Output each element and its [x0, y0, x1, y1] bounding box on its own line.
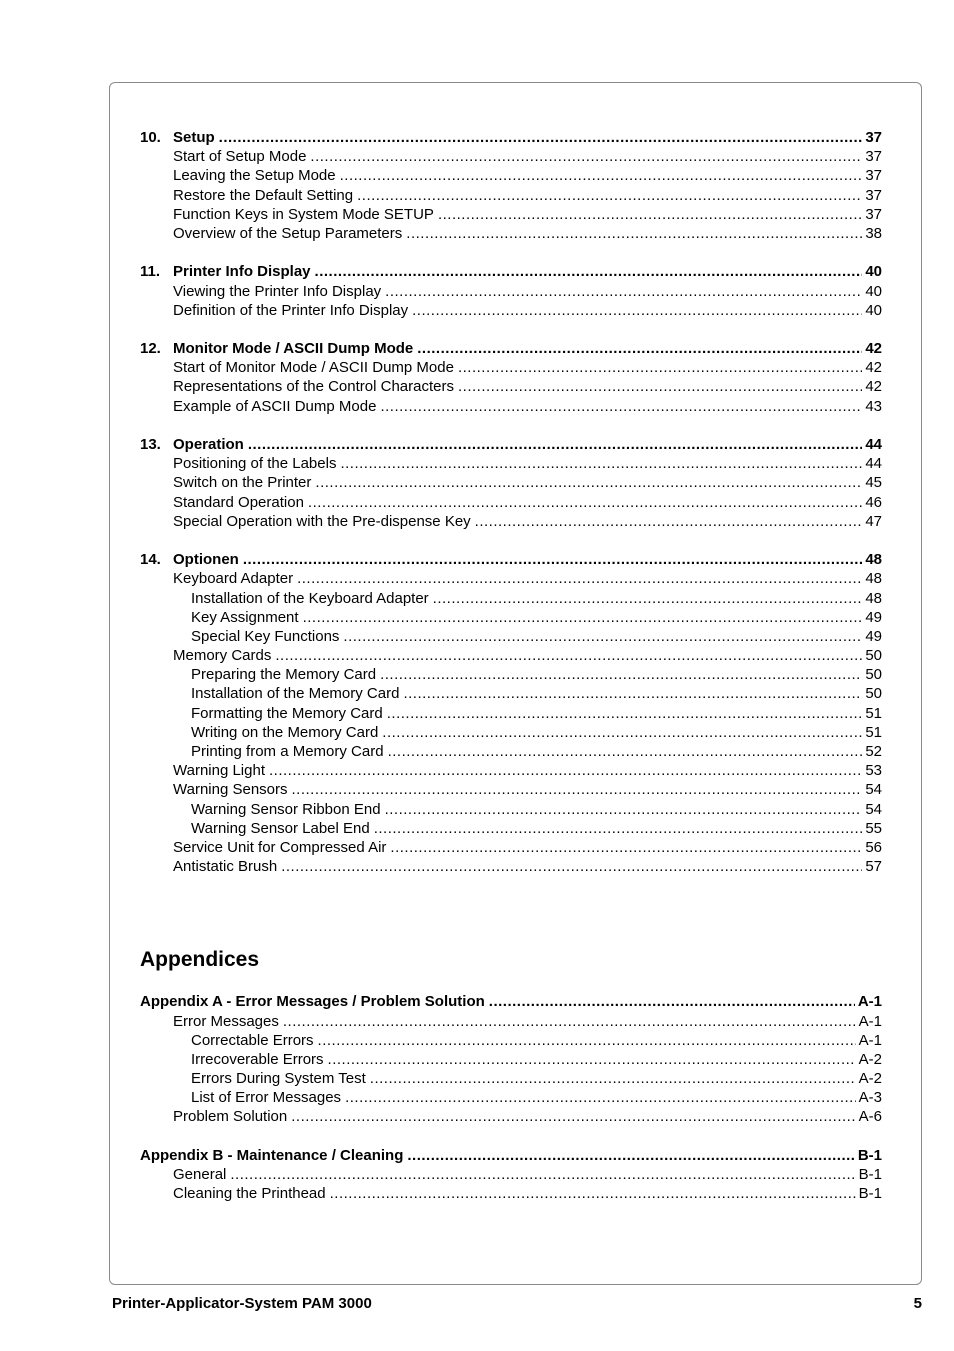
toc-dot-leader	[217, 128, 863, 147]
toc-entry-label: Operation	[173, 436, 244, 453]
toc-dot-leader	[404, 224, 862, 243]
toc-entry-title	[173, 473, 313, 492]
toc-entry-page: A-1	[857, 993, 882, 1011]
toc-entry-label: Printer Info Display	[173, 263, 311, 281]
toc-entry-page: A-2	[858, 1070, 882, 1088]
toc-entry-title	[191, 800, 383, 819]
toc-entry-title	[173, 646, 273, 665]
toc-entry-page: A-3	[858, 1089, 882, 1107]
toc-entry-page: 50	[865, 666, 882, 684]
toc-entry-title	[173, 224, 404, 243]
toc-entry-title	[191, 1088, 343, 1107]
toc-entry-title	[191, 684, 401, 703]
toc-dot-leader	[338, 166, 863, 185]
toc-appendix-entry[interactable]	[140, 1146, 882, 1165]
toc-entry-title	[173, 761, 267, 780]
toc-entry-page: 48	[865, 589, 882, 607]
toc-dot-leader	[405, 1146, 854, 1165]
toc-entry-label: Service Unit for Compressed Air	[173, 838, 387, 856]
toc-entry-page: 53	[865, 762, 882, 780]
toc-dot-leader	[228, 1165, 855, 1184]
toc-entry-page: 48	[865, 570, 882, 588]
toc-dot-leader	[456, 358, 862, 377]
toc-entry-label: Installation of the Keyboard Adapter	[191, 589, 429, 607]
toc-entry-title	[140, 435, 246, 454]
toc-entry-title	[173, 1012, 281, 1031]
toc-entry-title	[191, 608, 301, 627]
toc-section	[140, 262, 882, 320]
toc-dot-leader	[338, 454, 862, 473]
toc-dot-leader	[415, 339, 862, 358]
toc-entry-title	[173, 282, 383, 301]
toc-entry-page: 40	[865, 301, 882, 319]
toc-entry-title	[173, 838, 388, 857]
toc-chapter-number: 14.	[140, 551, 161, 569]
toc-subentry[interactable]	[140, 780, 882, 799]
toc-subentry[interactable]	[140, 1184, 882, 1203]
toc-entry-page: 56	[865, 838, 882, 856]
toc-entry-title	[173, 358, 456, 377]
toc-dot-leader	[290, 780, 863, 799]
toc-dot-leader	[241, 550, 862, 569]
footer-title: Printer-Applicator-System PAM 3000	[112, 1295, 372, 1312]
appendices-heading: Appendices	[140, 948, 260, 972]
toc-subentry[interactable]	[140, 147, 882, 166]
toc-entry-label: Correctable Errors	[191, 1031, 314, 1049]
toc-entry-label: Standard Operation	[173, 493, 304, 511]
toc-entry-label: Leaving the Setup Mode	[173, 167, 336, 185]
toc-entry-label: Appendix B - Maintenance / Cleaning	[140, 1146, 404, 1164]
toc-subentry[interactable]	[140, 397, 882, 416]
toc-subentry[interactable]	[140, 205, 882, 224]
toc-entry-title	[173, 186, 355, 205]
toc-entry-label: Writing on the Memory Card	[191, 723, 379, 741]
toc-entry-title	[173, 205, 436, 224]
toc-entry-page: 54	[865, 781, 882, 799]
toc-subentry[interactable]	[140, 1107, 882, 1126]
toc-dot-leader	[378, 665, 862, 684]
toc-subentry[interactable]	[140, 1050, 882, 1069]
toc-dot-leader	[308, 147, 862, 166]
toc-subentry[interactable]	[140, 1165, 882, 1184]
toc-entry-label: Overview of the Setup Parameters	[173, 224, 403, 242]
toc-entry-title	[173, 857, 279, 876]
toc-subentry[interactable]	[140, 704, 882, 723]
toc-entry-title	[191, 665, 378, 684]
toc-subentry[interactable]	[140, 282, 882, 301]
toc-section	[140, 339, 882, 416]
toc-appendix-section	[140, 992, 882, 1126]
toc-entry-page: 48	[865, 551, 882, 569]
toc-subentry[interactable]	[140, 301, 882, 320]
toc-dot-leader	[313, 473, 862, 492]
toc-entry-page: 37	[865, 205, 882, 223]
toc-entry-title	[173, 493, 306, 512]
toc-dot-leader	[289, 1107, 855, 1126]
toc-entry-title	[173, 147, 308, 166]
toc-dot-leader	[431, 589, 863, 608]
toc-subentry[interactable]	[140, 512, 882, 531]
toc-entry-page: 40	[865, 263, 882, 281]
toc-entry-title	[191, 742, 386, 761]
toc-entry-label: Printing from a Memory Card	[191, 743, 384, 760]
toc-dot-leader	[273, 646, 862, 665]
toc-subentry[interactable]	[140, 1088, 882, 1107]
toc-entry-page: A-2	[858, 1050, 882, 1068]
toc-dot-leader	[368, 1069, 856, 1088]
toc-chapter-number: 13.	[140, 436, 161, 453]
toc-entry-title	[173, 569, 295, 588]
toc-chapter-number: 10.	[140, 129, 161, 146]
toc-subentry[interactable]	[140, 166, 882, 185]
toc-dot-leader	[295, 569, 862, 588]
toc-entry-page: 55	[865, 819, 882, 837]
toc-dot-leader	[473, 512, 863, 531]
toc-entry-title	[140, 128, 217, 147]
toc-entry-page: 46	[865, 493, 882, 511]
toc-entry-label: Function Keys in System Mode SETUP	[173, 205, 434, 223]
toc-subentry[interactable]	[140, 608, 882, 627]
toc-entry-page: 57	[865, 858, 882, 876]
toc-entry-page: 37	[865, 167, 882, 185]
toc-subentry[interactable]	[140, 742, 882, 761]
toc-entry-label: Irrecoverable Errors	[191, 1050, 324, 1068]
toc-subentry[interactable]	[140, 493, 882, 512]
toc-subentry[interactable]	[140, 589, 882, 608]
toc-dot-leader	[487, 992, 855, 1011]
toc-appendix-section	[140, 1146, 882, 1204]
toc-entry-label: Example of ASCII Dump Mode	[173, 397, 377, 415]
toc-subentry[interactable]	[140, 819, 882, 838]
toc-entry-label: Special Key Functions	[191, 627, 340, 645]
toc-chapter-entry[interactable]	[140, 262, 882, 281]
toc-dot-leader	[386, 742, 863, 761]
toc-dot-leader	[341, 627, 862, 646]
toc-entry-page: 50	[865, 647, 882, 665]
toc-entry-page: 49	[865, 608, 882, 626]
toc-subentry[interactable]	[140, 186, 882, 205]
toc-subentry[interactable]	[140, 1012, 882, 1031]
toc-dot-leader	[313, 262, 863, 281]
toc-dot-leader	[326, 1050, 856, 1069]
toc-entry-page: 40	[865, 282, 882, 300]
toc-chapter-entry[interactable]	[140, 435, 882, 454]
toc-dot-leader	[246, 435, 862, 454]
toc-entry-label: Warning Sensors	[173, 781, 288, 799]
toc-dot-leader	[388, 838, 862, 857]
toc-entry-page: 51	[865, 704, 882, 722]
toc-subentry[interactable]	[140, 454, 882, 473]
toc-entry-title	[173, 301, 410, 320]
toc-dot-leader	[385, 704, 863, 723]
page-footer	[112, 1295, 922, 1312]
toc-dot-leader	[355, 186, 862, 205]
toc-entry-title	[191, 723, 380, 742]
toc-subentry[interactable]	[140, 569, 882, 588]
toc-entry-title	[173, 1165, 228, 1184]
toc-entry-label: Error Messages	[173, 1012, 279, 1030]
toc-dot-leader	[410, 301, 862, 320]
toc-entry-title	[173, 1107, 289, 1126]
toc-dot-leader	[436, 205, 862, 224]
toc-entry-page: 37	[865, 129, 882, 146]
toc-subentry[interactable]	[140, 377, 882, 396]
toc-entry-title	[173, 377, 456, 396]
toc-dot-leader	[383, 800, 863, 819]
toc-chapter-entry[interactable]	[140, 550, 882, 569]
toc-entry-label: Start of Monitor Mode / ASCII Dump Mode	[173, 359, 454, 377]
toc-entry-title	[173, 1184, 328, 1203]
toc-entry-title	[173, 512, 473, 531]
toc-entry-page: 42	[865, 378, 882, 396]
toc-entry-title	[173, 166, 338, 185]
toc-dot-leader	[279, 857, 862, 876]
toc-subentry[interactable]	[140, 224, 882, 243]
toc-dot-leader	[306, 493, 862, 512]
toc-entry-title	[140, 1146, 405, 1165]
toc-subentry[interactable]	[140, 1031, 882, 1050]
toc-entry-page: 50	[865, 685, 882, 703]
toc-entry-label: Warning Light	[173, 762, 265, 780]
toc-subentry[interactable]	[140, 665, 882, 684]
toc-appendix-entry[interactable]	[140, 992, 882, 1011]
toc-entry-label: Warning Sensor Label End	[191, 819, 370, 837]
toc-entry-label: Formatting the Memory Card	[191, 704, 383, 722]
toc-chapters	[140, 128, 882, 876]
toc-subentry[interactable]	[140, 800, 882, 819]
toc-entry-page: A-6	[858, 1108, 882, 1126]
toc-entry-title	[140, 992, 487, 1011]
toc-dot-leader	[267, 761, 862, 780]
toc-entry-title	[140, 339, 415, 358]
toc-entry-title	[191, 589, 431, 608]
toc-entry-page: 38	[865, 224, 882, 242]
toc-entry-page: 49	[865, 627, 882, 645]
toc-entry-page: 43	[865, 397, 882, 415]
toc-entry-label: Viewing the Printer Info Display	[173, 282, 382, 300]
toc-entry-label: Representations of the Control Characters	[173, 378, 454, 396]
toc-subentry[interactable]	[140, 627, 882, 646]
toc-entry-page: 47	[865, 512, 882, 530]
toc-chapter-number: 11.	[140, 263, 161, 281]
toc-entry-label: List of Error Messages	[191, 1089, 342, 1107]
toc-entry-label: Start of Setup Mode	[173, 148, 307, 166]
toc-chapter-entry[interactable]	[140, 339, 882, 358]
toc-dot-leader	[383, 282, 862, 301]
toc-entry-label: Antistatic Brush	[173, 858, 278, 876]
toc-entry-title	[173, 780, 290, 799]
toc-dot-leader	[378, 397, 862, 416]
toc-subentry[interactable]	[140, 761, 882, 780]
toc-entry-label: Appendix A - Error Messages / Problem Solution	[140, 993, 485, 1011]
toc-entry-page: B-1	[858, 1185, 882, 1203]
toc-subentry[interactable]	[140, 1069, 882, 1088]
toc-section	[140, 435, 882, 531]
toc-entry-title	[191, 1050, 326, 1069]
toc-dot-leader	[372, 819, 863, 838]
toc-subentry[interactable]	[140, 473, 882, 492]
toc-entry-label: Optionen	[173, 551, 239, 569]
toc-entry-label: Installation of the Memory Card	[191, 685, 400, 703]
toc-entry-page: B-1	[857, 1146, 882, 1164]
toc-entry-page: 54	[865, 800, 882, 818]
toc-entry-page: 37	[865, 186, 882, 204]
toc-subentry[interactable]	[140, 838, 882, 857]
toc-subentry[interactable]	[140, 646, 882, 665]
toc-dot-leader	[343, 1088, 856, 1107]
toc-entry-page: B-1	[858, 1166, 882, 1183]
toc-section	[140, 128, 882, 243]
toc-entry-page: 37	[865, 148, 882, 166]
toc-entry-label: Warning Sensor Ribbon End	[191, 800, 381, 818]
toc-section	[140, 550, 882, 876]
toc-dot-leader	[281, 1012, 856, 1031]
toc-dot-leader	[401, 684, 862, 703]
toc-appendices	[140, 992, 882, 1203]
toc-entry-page: 51	[865, 723, 882, 741]
toc-entry-title	[191, 704, 385, 723]
toc-entry-label: Errors During System Test	[191, 1070, 366, 1088]
toc-entry-label: General	[173, 1166, 227, 1183]
toc-entry-label: Keyboard Adapter	[173, 570, 294, 588]
toc-dot-leader	[301, 608, 863, 627]
toc-entry-label: Setup	[173, 129, 215, 146]
toc-entry-label: Special Operation with the Pre-dispense Key	[173, 512, 471, 530]
toc-entry-page: A-1	[858, 1012, 882, 1030]
toc-entry-page: 44	[865, 436, 882, 453]
toc-entry-label: Positioning of the Labels	[173, 455, 337, 473]
toc-entry-title	[173, 454, 338, 473]
toc-entry-label: Switch on the Printer	[173, 474, 312, 492]
toc-entry-label: Definition of the Printer Info Display	[173, 301, 409, 319]
toc-subentry[interactable]	[140, 857, 882, 876]
toc-entry-label: Memory Cards	[173, 647, 272, 665]
toc-dot-leader	[316, 1031, 856, 1050]
footer-page-number: 5	[913, 1295, 922, 1312]
toc-entry-title	[140, 262, 313, 281]
toc-dot-leader	[328, 1184, 856, 1203]
toc-entry-title	[173, 397, 378, 416]
toc-chapter-entry[interactable]	[140, 128, 882, 147]
toc-entry-label: Preparing the Memory Card	[191, 666, 377, 684]
toc-entry-label: Problem Solution	[173, 1108, 288, 1126]
toc-entry-page: 42	[865, 359, 882, 377]
toc-entry-title	[191, 1031, 316, 1050]
toc-dot-leader	[380, 723, 862, 742]
toc-entry-title	[191, 1069, 368, 1088]
toc-subentry[interactable]	[140, 684, 882, 703]
toc-entry-label: Cleaning the Printhead	[173, 1185, 326, 1203]
toc-entry-page: A-1	[858, 1031, 882, 1049]
toc-entry-label: Monitor Mode / ASCII Dump Mode	[173, 340, 414, 358]
toc-entry-page: 45	[865, 474, 882, 492]
toc-subentry[interactable]	[140, 358, 882, 377]
toc-chapter-number: 12.	[140, 340, 161, 358]
toc-entry-title	[191, 819, 372, 838]
table-of-contents	[140, 128, 882, 1223]
toc-entry-label: Key Assignment	[191, 608, 299, 626]
toc-entry-title	[191, 627, 341, 646]
toc-entry-label: Restore the Default Setting	[173, 186, 354, 204]
toc-entry-page: 42	[865, 340, 882, 358]
toc-entry-title	[140, 550, 241, 569]
toc-subentry[interactable]	[140, 723, 882, 742]
toc-entry-page: 52	[865, 743, 882, 760]
toc-entry-page: 44	[865, 455, 882, 473]
toc-dot-leader	[456, 377, 862, 396]
